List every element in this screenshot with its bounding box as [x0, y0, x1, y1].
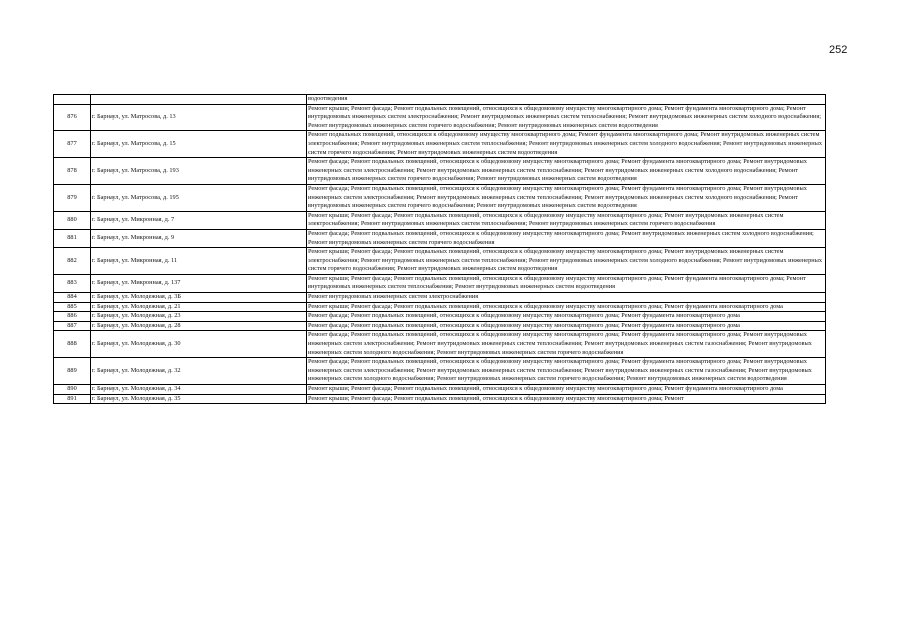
row-number: 889 [54, 358, 91, 385]
row-number: 884 [54, 293, 91, 303]
table-row [54, 248, 826, 275]
row-number: 886 [54, 312, 91, 322]
row-works: Ремонт фасада; Ремонт подвальных помещений, относящихся к общедомовому имуществу многоквартирного дома; Ремонт фундамента многоквартирного дома; Ремонт внутридомовых инженерных систем электроснабжения; Ремонт внутридомовых инженерных систем теплоснабжения; Ремонт внутридомовых инженерных систем холодного водоснабжения; Ремонт внутридомовых инженерных систем горячего водоснабжения; Ремонт внутридомовых инженерных систем водоотведения [307, 158, 826, 185]
row-address: г. Барнаул, ул. Молодежная, д. 35 [91, 394, 307, 404]
row-number: 888 [54, 331, 91, 358]
row-works: Ремонт крыши; Ремонт фасада; Ремонт подвальных помещений, относящихся к общедомовому имуществу многоквартирного дома; Ремонт фундамента многоквартирного дома [307, 385, 826, 395]
row-address [91, 95, 307, 105]
row-works: водоотведения [307, 95, 826, 105]
row-address: г. Барнаул, ул. Микронная, д. 9 [91, 229, 307, 247]
registry-table [53, 94, 826, 404]
row-address: г. Барнаул, ул. Молодежная, д. 28 [91, 321, 307, 331]
row-address: г. Барнаул, ул. Микронная, д. 11 [91, 248, 307, 275]
table-row [54, 131, 826, 158]
table-row [54, 358, 826, 385]
row-number: 883 [54, 274, 91, 292]
table-row [54, 211, 826, 229]
row-works: Ремонт крыши; Ремонт фасада; Ремонт подвальных помещений, относящихся к общедомовому имуществу многоквартирного дома; Ремонт внутридомовых инженерных систем электроснабжения; Ремонт внутридомовых инженерных систем теплоснабжения; Ремонт внутридомовых инженерных систем горячего водоснабжения [307, 211, 826, 229]
row-number: 885 [54, 302, 91, 312]
row-works: Ремонт фасада; Ремонт подвальных помещений, относящихся к общедомовому имуществу многоквартирного дома; Ремонт фундамента многоквартирного дома [307, 312, 826, 322]
table-row [54, 184, 826, 211]
row-works: Ремонт фасада; Ремонт подвальных помещений, относящихся к общедомовому имуществу многоквартирного дома; Ремонт фундамента многоквартирного дома; Ремонт внутридомовых инженерных систем электроснабжения; Ремонт внутридомовых инженерных систем теплоснабжения; Ремонт внутридомовых инженерных систем газоснабжения; Ремонт внутридомовых инженерных систем холодного водоснабжения; Ремонт внутридомовых инженерных систем горячего водоснабжения; Ремонт внутридомовых инженерных систем водоотведения [307, 358, 826, 385]
table-row [54, 229, 826, 247]
table-row [54, 321, 826, 331]
row-number: 876 [54, 104, 91, 131]
row-address: г. Барнаул, ул. Молодежная, д. 30 [91, 331, 307, 358]
row-number: 882 [54, 248, 91, 275]
row-address: г. Барнаул, ул. Матросова, д. 193 [91, 158, 307, 185]
row-address: г. Барнаул, ул. Молодежная, д. 21 [91, 302, 307, 312]
row-address: г. Барнаул, ул. Матросова, д. 15 [91, 131, 307, 158]
row-address: г. Барнаул, ул. Микронная, д. 137 [91, 274, 307, 292]
row-works: Ремонт подвальных помещений, относящихся к общедомовому имуществу многоквартирного дома; Ремонт фундамента многоквартирного дома; Ремонт внутридомовых инженерных систем электроснабжения; Ремонт внутридомовых инженерных систем теплоснабжения; Ремонт внутридомовых инженерных систем холодного водоснабжения; Ремонт внутридомовых инженерных систем горячего водоснабжения; Ремонт внутридомовых инженерных систем водоотведения [307, 131, 826, 158]
table-row [54, 274, 826, 292]
row-works: Ремонт крыши; Ремонт фасада; Ремонт подвальных помещений, относящихся к общедомовому имуществу многоквартирного дома; Ремонт фундамента многоквартирного дома; Ремонт внутридомовых инженерных систем теплоснабжения; Ремонт внутридомовых инженерных систем водоотведения [307, 274, 826, 292]
row-address: г. Барнаул, ул. Молодежная, д. 23 [91, 312, 307, 322]
table-row [54, 302, 826, 312]
row-address: г. Барнаул, ул. Молодежная, д. 3Б [91, 293, 307, 303]
table-row [54, 312, 826, 322]
row-works: Ремонт фасада; Ремонт подвальных помещений, относящихся к общедомовому имуществу многоквартирного дома; Ремонт внутридомовых инженерных систем холодного водоснабжения; Ремонт внутридомовых инженерных систем горячего водоснабжения [307, 229, 826, 247]
table-row [54, 394, 826, 404]
row-works: Ремонт фасада; Ремонт подвальных помещений, относящихся к общедомовому имуществу многоквартирного дома; Ремонт фундамента многоквартирного дома [307, 321, 826, 331]
table-row [54, 293, 826, 303]
row-address: г. Барнаул, ул. Микронная, д. 7 [91, 211, 307, 229]
table-row [54, 385, 826, 395]
row-address: г. Барнаул, ул. Матросова, д. 195 [91, 184, 307, 211]
row-address: г. Барнаул, ул. Матросова, д. 13 [91, 104, 307, 131]
row-works: Ремонт крыши; Ремонт фасада; Ремонт подвальных помещений, относящихся к общедомовому имуществу многоквартирного дома; Ремонт [307, 394, 826, 404]
continuation-row [54, 95, 826, 105]
row-number: 887 [54, 321, 91, 331]
row-number: 878 [54, 158, 91, 185]
table-row [54, 104, 826, 131]
row-works: Ремонт фасада; Ремонт подвальных помещений, относящихся к общедомовому имуществу многоквартирного дома; Ремонт фундамента многоквартирного дома; Ремонт внутридомовых инженерных систем электроснабжения; Ремонт внутридомовых инженерных систем теплоснабжения; Ремонт внутридомовых инженерных систем газоснабжения; Ремонт внутридомовых инженерных систем холодного водоснабжения; Ремонт внутридомовых инженерных систем горячего водоснабжения [307, 331, 826, 358]
row-works: Ремонт крыши; Ремонт фасада; Ремонт подвальных помещений, относящихся к общедомовому имуществу многоквартирного дома; Ремонт внутридомовых инженерных систем электроснабжения; Ремонт внутридомовых инженерных систем теплоснабжения; Ремонт внутридомовых инженерных систем холодного водоснабжения; Ремонт внутридомовых инженерных систем горячего водоснабжения; Ремонт внутридомовых инженерных систем водоотведения [307, 248, 826, 275]
table-body [54, 95, 826, 404]
row-address: г. Барнаул, ул. Молодежная, д. 32 [91, 358, 307, 385]
row-works: Ремонт крыши; Ремонт фасада; Ремонт подвальных помещений, относящихся к общедомовому имуществу многоквартирного дома; Ремонт фундамента многоквартирного дома [307, 302, 826, 312]
row-works: Ремонт крыши; Ремонт фасада; Ремонт подвальных помещений, относящихся к общедомовому имуществу многоквартирного дома; Ремонт фундамента многоквартирного дома; Ремонт внутридомовых инженерных систем электроснабжения; Ремонт внутридомовых инженерных систем теплоснабжения; Ремонт внутридомовых инженерных систем холодного водоснабжения; Ремонт внутридомовых инженерных систем горячего водоснабжения; Ремонт внутридомовых инженерных систем водоотведения [307, 104, 826, 131]
row-number: 891 [54, 394, 91, 404]
table-row [54, 331, 826, 358]
row-number: 890 [54, 385, 91, 395]
row-address: г. Барнаул, ул. Молодежная, д. 34 [91, 385, 307, 395]
row-number: 877 [54, 131, 91, 158]
row-works: Ремонт фасада; Ремонт подвальных помещений, относящихся к общедомовому имуществу многоквартирного дома; Ремонт фундамента многоквартирного дома; Ремонт внутридомовых инженерных систем электроснабжения; Ремонт внутридомовых инженерных систем теплоснабжения; Ремонт внутридомовых инженерных систем холодного водоснабжения; Ремонт внутридомовых инженерных систем горячего водоснабжения; Ремонт внутридомовых инженерных систем водоотведения [307, 184, 826, 211]
row-number: 880 [54, 211, 91, 229]
page-number: 252 [829, 44, 848, 56]
row-number [54, 95, 91, 105]
row-number: 879 [54, 184, 91, 211]
row-number: 881 [54, 229, 91, 247]
row-works: Ремонт внутридомовых инженерных систем электроснабжения [307, 293, 826, 303]
table-row [54, 158, 826, 185]
